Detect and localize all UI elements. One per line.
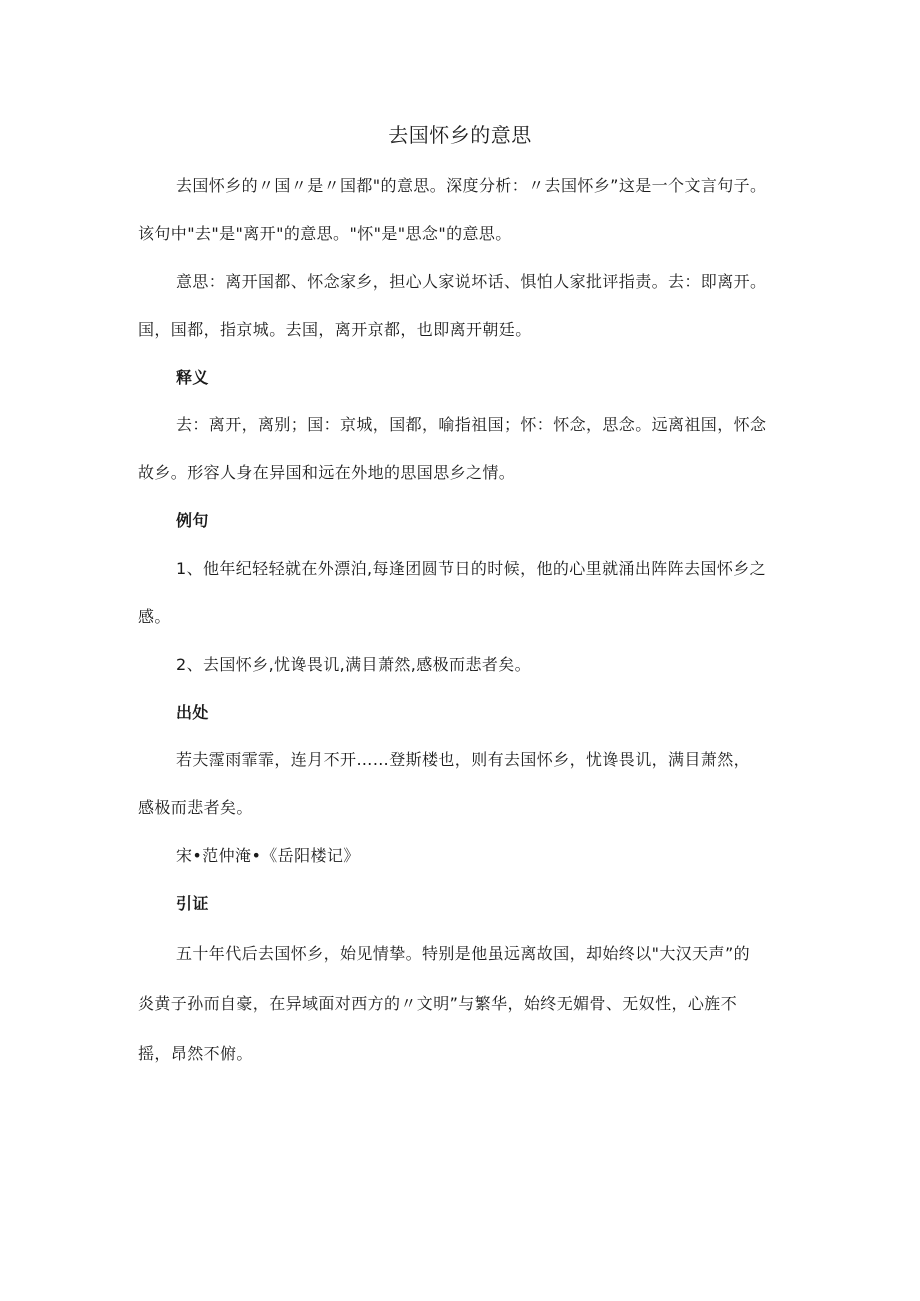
example-2: 2、去国怀乡,忧谗畏讥,满目萧然,感极而悲者矣。 [176, 655, 532, 674]
section-heading-source: 出处 [176, 703, 209, 722]
source-quote-line-2: 感极而悲者矣。 [138, 798, 253, 817]
citation-line-2: 炎黄子孙而自豪，在异域面对西方的〃文明”与繁华，始终无媚骨、无奴性，心旌不 [138, 994, 738, 1013]
section-heading-definition: 释义 [176, 368, 209, 387]
source-quote-line-1: 若夫霪雨霏霏，连月不开……登斯楼也，则有去国怀乡，忧谗畏讥，满目萧然， [176, 750, 751, 769]
definition-line-2: 故乡。形容人身在异国和远在外地的思国思乡之情。 [138, 463, 516, 482]
citation-line-1: 五十年代后去国怀乡，始见情挚。特别是他虽远离故国，却始终以"大汉天声”的 [176, 944, 751, 963]
section-heading-citation: 引证 [176, 894, 209, 913]
explanation-line-1: 意思：离开国都、怀念家乡，担心人家说坏话、惧怕人家批评指责。去：即离开。 [176, 272, 767, 291]
meaning-line-2: 该句中"去"是"离开"的意思。"怀"是"思念"的意思。 [138, 224, 512, 243]
example-1-line-1: 1、他年纪轻轻就在外漂泊,每逢团圆节日的时候，他的心里就涌出阵阵去国怀乡之 [176, 559, 767, 578]
definition-line-1: 去：离开，离别；国：京城，国都，喻指祖国；怀：怀念，思念。远离祖国，怀念 [176, 415, 767, 434]
meaning-line-1: 去国怀乡的〃国〃是〃国都"的意思。深度分析：〃去国怀乡”这是一个文言句子。 [176, 176, 767, 195]
explanation-line-2: 国，国都，指京城。去国，离开京都，也即离开朝廷。 [138, 320, 532, 339]
example-1-line-2: 感。 [138, 607, 171, 626]
citation-line-3: 摇，昂然不俯。 [138, 1044, 253, 1063]
source-attribution: 宋•范仲淹•《岳阳楼记》 [176, 846, 360, 865]
page-title: 去国怀乡的意思 [388, 123, 532, 147]
section-heading-examples: 例句 [176, 511, 209, 530]
